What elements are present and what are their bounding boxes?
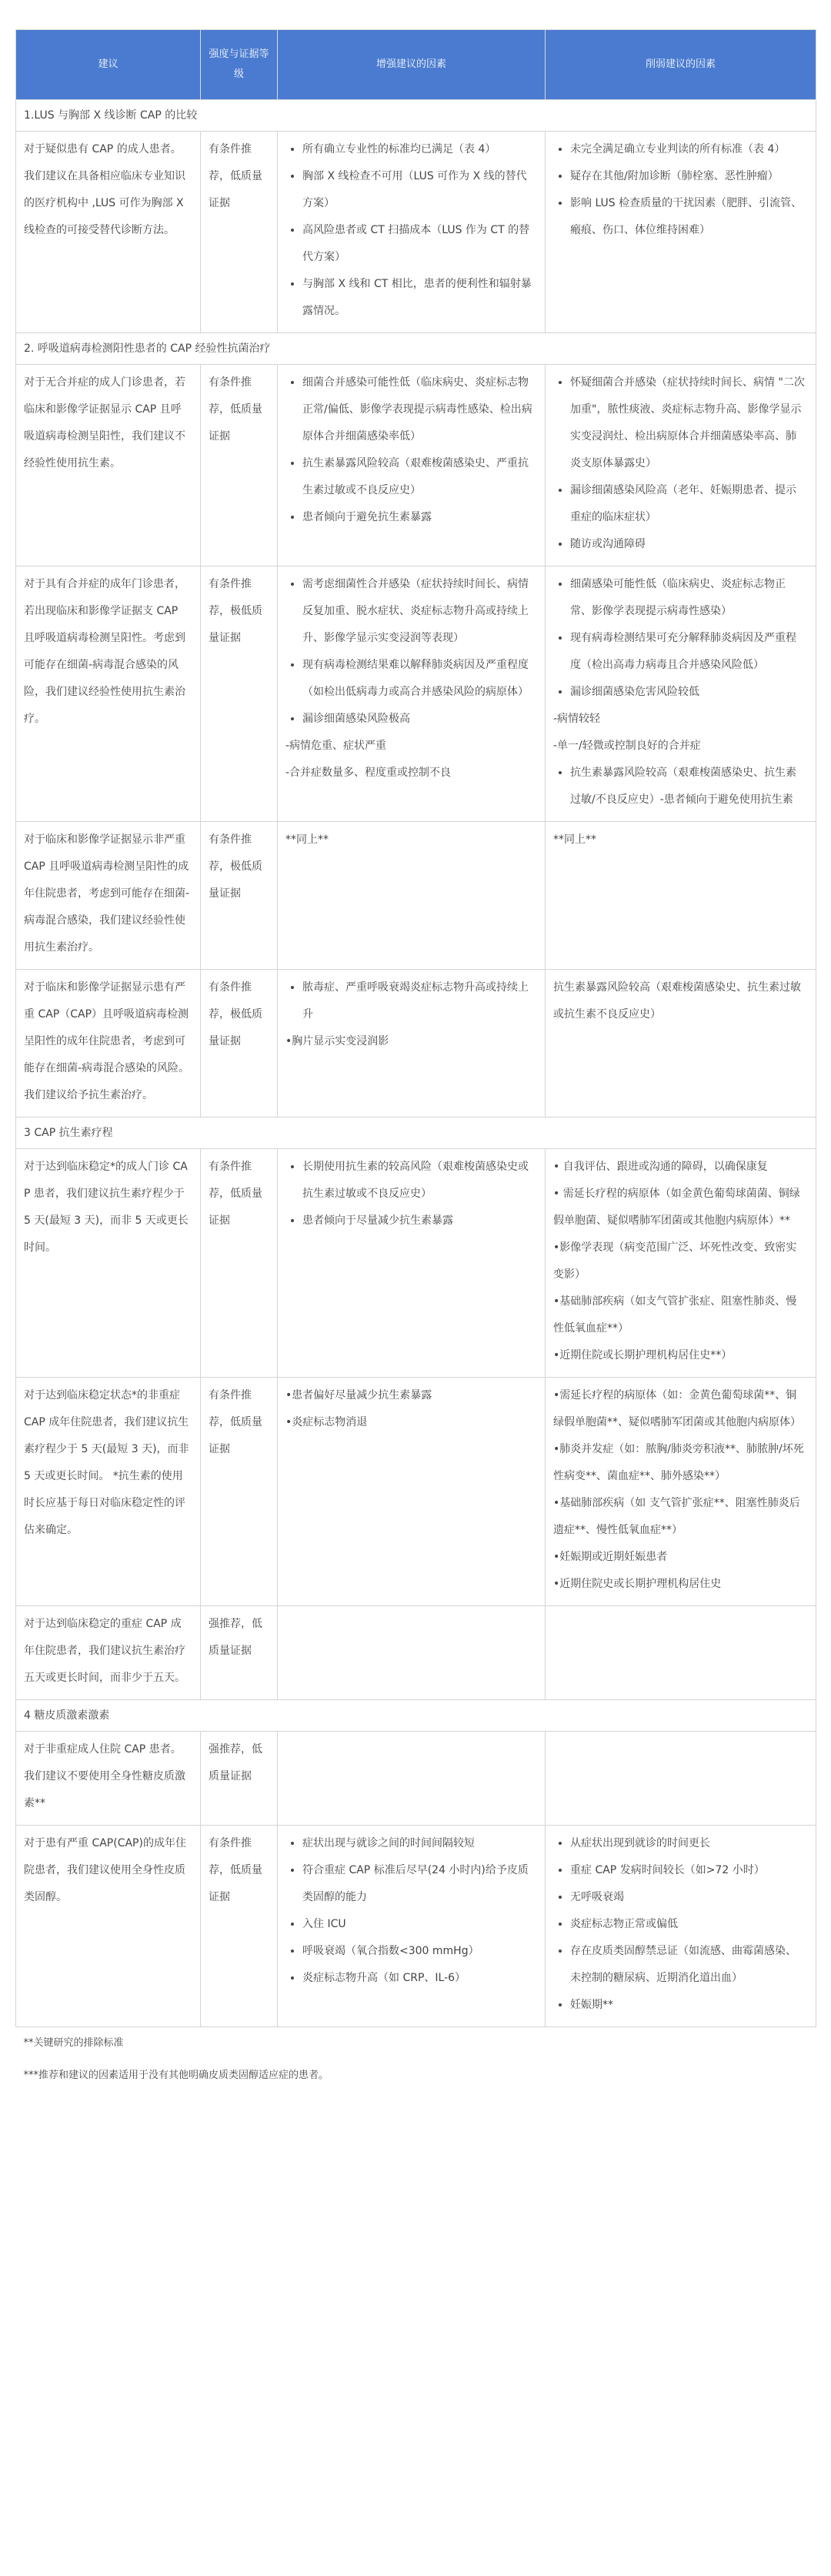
factor-line: -病情危重、症状严重 bbox=[285, 740, 387, 752]
factor-list bbox=[553, 136, 806, 244]
recommendation-cell: 对于达到临床稳定*的成人门诊 CAP 患者，我们建议抗生素疗程少于 5 天(最短 3 天)，而非 5 天或更长时间。 bbox=[16, 1149, 201, 1378]
factor-line: •基础肺部疾病（如 支气管扩张症**、阻塞性肺炎后遗症**、慢性低氧血症**） bbox=[553, 1497, 800, 1536]
factor-item: • 炎症标志物升高（如 CRP、IL-6） bbox=[302, 1965, 536, 1992]
footnote-row bbox=[16, 2060, 816, 2092]
for-factors-cell bbox=[278, 1732, 546, 1826]
for-factors-cell bbox=[278, 1149, 546, 1378]
section-row bbox=[16, 1700, 816, 1732]
section-title: 3 CAP 抗生素疗程 bbox=[16, 1118, 816, 1149]
factor-line: • 自我评估、跟进或沟通的障碍，以确保康复 bbox=[553, 1161, 768, 1173]
factor-line: •胸片显示实变浸润影 bbox=[285, 1035, 389, 1047]
strength-cell: 有条件推荐，低质量证据 bbox=[201, 365, 278, 566]
factor-item: • 妊娠期** bbox=[570, 1992, 806, 2019]
footnote: ***推荐和建议的因素适用于没有其他明确皮质类固醇适应症的患者。 bbox=[23, 2070, 329, 2081]
for-factors-cell bbox=[278, 1378, 546, 1606]
recommendation-cell: 对于临床和影像学证据显示非严重 CAP 且呼吸道病毒检测呈阳性的成年住院患者，考虑到可能存在细菌-病毒混合感染，我们建议经验性使用抗生素治疗。 bbox=[16, 822, 201, 970]
header-recommendation: 建议 bbox=[16, 30, 201, 100]
table-row bbox=[16, 1826, 816, 2027]
header-row bbox=[16, 30, 816, 100]
factor-line: •肺炎并发症（如：脓胸/肺炎旁积液**、肺脓肿/坏死性病变**、菌血症**、肺外感染**） bbox=[553, 1443, 804, 1482]
factor-item: • 现有病毒检测结果可充分解释肺炎病因及严重程度（检出高毒力病毒且合并感染风险低） bbox=[570, 625, 806, 679]
factor-item: • 需考虑细菌性合并感染（症状持续时间长、病情反复加重、脱水症状、炎症标志物升高或持续上升、影像学显示实变浸润等表现） bbox=[302, 571, 536, 652]
factor-list bbox=[285, 571, 536, 733]
table-row bbox=[16, 1606, 816, 1700]
against-factors-cell bbox=[546, 970, 816, 1118]
table-row bbox=[16, 1378, 816, 1606]
factor-list bbox=[285, 136, 536, 325]
for-factors-cell bbox=[278, 1606, 546, 1700]
against-factors-cell bbox=[546, 1826, 816, 2027]
factor-line: •炎症标志物消退 bbox=[285, 1416, 368, 1428]
section-row bbox=[16, 100, 816, 132]
factor-item: • 细菌合并感染可能性低（临床病史、炎症标志物正常/偏低、影像学表现提示病毒性感染、检出病原体合并细菌感染率低） bbox=[302, 369, 536, 450]
recommendations-table bbox=[15, 29, 816, 2092]
factor-list bbox=[285, 369, 536, 531]
factor-item: • 漏诊细菌感染风险高（老年、妊娠期患者、提示重症的临床症状） bbox=[570, 477, 806, 531]
factor-item: • 随访或沟通障碍 bbox=[570, 531, 806, 558]
factor-item: • 抗生素暴露风险较高（艰难梭菌感染史、抗生素过敏/不良反应史）-患者倾向于避免使用抗生素 bbox=[570, 760, 806, 814]
factor-list bbox=[553, 760, 806, 814]
table-row bbox=[16, 566, 816, 822]
against-factors-cell bbox=[546, 1606, 816, 1700]
against-factors-cell bbox=[546, 566, 816, 822]
factor-line: •影像学表现（病变范围广泛、坏死性改变、致密实变影） bbox=[553, 1241, 797, 1281]
factor-line: •患者偏好尽量减少抗生素暴露 bbox=[285, 1389, 432, 1402]
section-title: 2. 呼吸道病毒检测阳性患者的 CAP 经验性抗菌治疗 bbox=[16, 333, 816, 365]
recommendation-cell: 对于非重症成人住院 CAP 患者。我们建议不要使用全身性糖皮质激素** bbox=[16, 1732, 201, 1826]
strength-cell: 有条件推荐，低质量证据 bbox=[201, 1826, 278, 2027]
against-factors-cell bbox=[546, 1149, 816, 1378]
recommendation-cell: 对于达到临床稳定的重症 CAP 成年住院患者，我们建议抗生素治疗五天或更长时间，而非少于五天。 bbox=[16, 1606, 201, 1700]
recommendation-cell: 对于临床和影像学证据显示患有严重 CAP（CAP）且呼吸道病毒检测呈阳性的成年住院患者，考虑到可能存在细菌-病毒混合感染的风险。我们建议给予抗生素治疗。 bbox=[16, 970, 201, 1118]
factor-item: • 脓毒症、严重呼吸衰竭炎症标志物升高或持续上升 bbox=[302, 974, 536, 1028]
factor-item: • 入住 ICU bbox=[302, 1911, 536, 1938]
table-body bbox=[16, 100, 816, 2093]
factor-line: •近期住院或长期护理机构居住史**） bbox=[553, 1349, 733, 1362]
section-row bbox=[16, 333, 816, 365]
factor-item: • 符合重症 CAP 标准后尽早(24 小时内)给予皮质类固醇的能力 bbox=[302, 1857, 536, 1911]
for-factors-cell bbox=[278, 970, 546, 1118]
table-row bbox=[16, 822, 816, 970]
recommendation-cell: 对于达到临床稳定状态*的非重症 CAP 成年住院患者，我们建议抗生素疗程少于 5 天(最短 3 天)，而非 5 天或更长时间。 *抗生素的使用时长应基于每日对临床稳定性的评估来确定。 bbox=[16, 1378, 201, 1606]
strength-cell: 有条件推荐，极低质量证据 bbox=[201, 970, 278, 1118]
factor-item: • 细菌感染可能性低（临床病史、炎症标志物正常、影像学表现提示病毒性感染） bbox=[570, 571, 806, 625]
factor-list bbox=[285, 1154, 536, 1235]
factor-item: • 疑存在其他/附加诊断（肺栓塞、恶性肿瘤） bbox=[570, 163, 806, 190]
table-row bbox=[16, 1732, 816, 1826]
table-row bbox=[16, 132, 816, 333]
section-title: 1.LUS 与胸部 X 线诊断 CAP 的比较 bbox=[16, 100, 816, 132]
factor-list bbox=[553, 369, 806, 558]
strength-cell: 有条件推荐，极低质量证据 bbox=[201, 822, 278, 970]
recommendation-cell: 对于患有严重 CAP(CAP)的成年住院患者，我们建议使用全身性皮质类固醇。 bbox=[16, 1826, 201, 2027]
factor-item: • 炎症标志物正常或偏低 bbox=[570, 1911, 806, 1938]
factor-line: •近期住院史或长期护理机构居住史 bbox=[553, 1578, 722, 1590]
strength-cell: 有条件推荐，低质量证据 bbox=[201, 1378, 278, 1606]
factor-item: • 与胸部 X 线和 CT 相比，患者的便利性和辐射暴露情况。 bbox=[302, 271, 536, 325]
factor-line: **同上** bbox=[285, 834, 329, 846]
factor-list bbox=[553, 571, 806, 706]
against-factors-cell bbox=[546, 822, 816, 970]
against-factors-cell bbox=[546, 1378, 816, 1606]
for-factors-cell bbox=[278, 566, 546, 822]
factor-line: 抗生素暴露风险较高（艰难梭菌感染史、抗生素过敏或抗生素不良反应史） bbox=[553, 981, 801, 1021]
for-factors-cell bbox=[278, 822, 546, 970]
section-title: 4 糖皮质激素激素 bbox=[16, 1700, 816, 1732]
factor-item: • 未完全满足确立专业判读的所有标准（表 4） bbox=[570, 136, 806, 163]
factor-item: • 怀疑细菌合并感染（症状持续时间长、病情 "二次加重"，脓性痰液、炎症标志物升高、影像学显示实变浸润灶、检出病原体合并细菌感染率高、肺炎支原体暴露史） bbox=[570, 369, 806, 477]
factor-item: • 从症状出现到就诊的时间更长 bbox=[570, 1830, 806, 1857]
for-factors-cell bbox=[278, 365, 546, 566]
factor-item: • 呼吸衰竭（氧合指数<300 mmHg） bbox=[302, 1938, 536, 1965]
against-factors-cell bbox=[546, 132, 816, 333]
factor-item: • 漏诊细菌感染风险极高 bbox=[302, 706, 536, 733]
factor-item: • 患者倾向于尽量减少抗生素暴露 bbox=[302, 1208, 536, 1235]
footnote: **关键研究的排除标准 bbox=[23, 2037, 124, 2049]
factor-item: • 无呼吸衰竭 bbox=[570, 1884, 806, 1911]
factor-item: • 胸部 X 线检查不可用（LUS 可作为 X 线的替代方案） bbox=[302, 163, 536, 217]
factor-line: •基础肺部疾病（如支气管扩张症、阻塞性肺炎、慢性低氧血症**） bbox=[553, 1295, 797, 1335]
table-row bbox=[16, 1149, 816, 1378]
factor-line: -合并症数量多、程度重或控制不良 bbox=[285, 767, 452, 779]
footnote-row bbox=[16, 2027, 816, 2060]
factor-item: • 影响 LUS 检查质量的干扰因素（肥胖、引流管、瘢痕、伤口、体位维持困难） bbox=[570, 190, 806, 244]
header-strength: 强度与证据等级 bbox=[201, 30, 278, 100]
factor-item: • 现有病毒检测结果难以解释肺炎病因及严重程度（如检出低病毒力或高合并感染风险的病原体） bbox=[302, 652, 536, 706]
factor-line: •需延长疗程的病原体（如：金黄色葡萄球菌**、铜绿假单胞菌**、疑似嗜肺军团菌或其他胞内病原体） bbox=[553, 1389, 801, 1428]
factor-list bbox=[285, 1830, 536, 1992]
for-factors-cell bbox=[278, 132, 546, 333]
factor-line: -病情较轻 bbox=[553, 713, 601, 725]
strength-cell: 有条件推荐，低质量证据 bbox=[201, 132, 278, 333]
factor-list bbox=[553, 1830, 806, 2019]
factor-line: •妊娠期或近期妊娠患者 bbox=[553, 1551, 668, 1563]
recommendation-cell: 对于具有合并症的成年门诊患者，若出现临床和影像学证据支 CAP 且呼吸道病毒检测呈阳性。考虑到可能存在细菌-病毒混合感染的风险，我们建议经验性使用抗生素治疗。 bbox=[16, 566, 201, 822]
factor-item: • 漏诊细菌感染危害风险较低 bbox=[570, 679, 806, 706]
table-row bbox=[16, 970, 816, 1118]
factor-item: • 症状出现与就诊之间的时间间隔较短 bbox=[302, 1830, 536, 1857]
factor-item: • 长期使用抗生素的较高风险（艰难梭菌感染史或抗生素过敏或不良反应史） bbox=[302, 1154, 536, 1208]
factor-line: -单一/轻微或控制良好的合并症 bbox=[553, 740, 701, 752]
section-row bbox=[16, 1118, 816, 1149]
against-factors-cell bbox=[546, 365, 816, 566]
factor-item: • 高风险患者或 CT 扫描成本（LUS 作为 CT 的替代方案） bbox=[302, 217, 536, 271]
factor-item: • 所有确立专业性的标准均已满足（表 4） bbox=[302, 136, 536, 163]
factor-list bbox=[285, 974, 536, 1028]
factor-item: • 患者倾向于避免抗生素暴露 bbox=[302, 504, 536, 531]
recommendation-cell: 对于疑似患有 CAP 的成人患者。我们建议在具备相应临床专业知识的医疗机构中 ,LUS 可作为胸部 X 线检查的可接受替代诊断方法。 bbox=[16, 132, 201, 333]
header-for-factors: 增强建议的因素 bbox=[278, 30, 546, 100]
factor-item: • 重症 CAP 发病时间较长（如>72 小时） bbox=[570, 1857, 806, 1884]
strength-cell: 强推荐，低质量证据 bbox=[201, 1732, 278, 1826]
against-factors-cell bbox=[546, 1732, 816, 1826]
factor-line: **同上** bbox=[553, 834, 596, 846]
factor-line: • 需延长疗程的病原体（如金黄色葡萄球菌菌、铜绿假单胞菌、疑似嗜肺军团菌或其他胞内病原体）** bbox=[553, 1188, 800, 1227]
factor-item: • 抗生素暴露风险较高（艰难梭菌感染史、严重抗生素过敏或不良反应史） bbox=[302, 450, 536, 504]
for-factors-cell bbox=[278, 1826, 546, 2027]
header-against-factors: 削弱建议的因素 bbox=[546, 30, 816, 100]
strength-cell: 强推荐，低质量证据 bbox=[201, 1606, 278, 1700]
strength-cell: 有条件推荐，极低质量证据 bbox=[201, 566, 278, 822]
strength-cell: 有条件推荐，低质量证据 bbox=[201, 1149, 278, 1378]
factor-item: • 存在皮质类固醇禁忌证（如流感、曲霉菌感染、未控制的糖尿病、近期消化道出血） bbox=[570, 1938, 806, 1992]
table-row bbox=[16, 365, 816, 566]
recommendation-cell: 对于无合并症的成人门诊患者，若临床和影像学证据显示 CAP 且呼吸道病毒检测呈阳性，我们建议不经验性使用抗生素。 bbox=[16, 365, 201, 566]
